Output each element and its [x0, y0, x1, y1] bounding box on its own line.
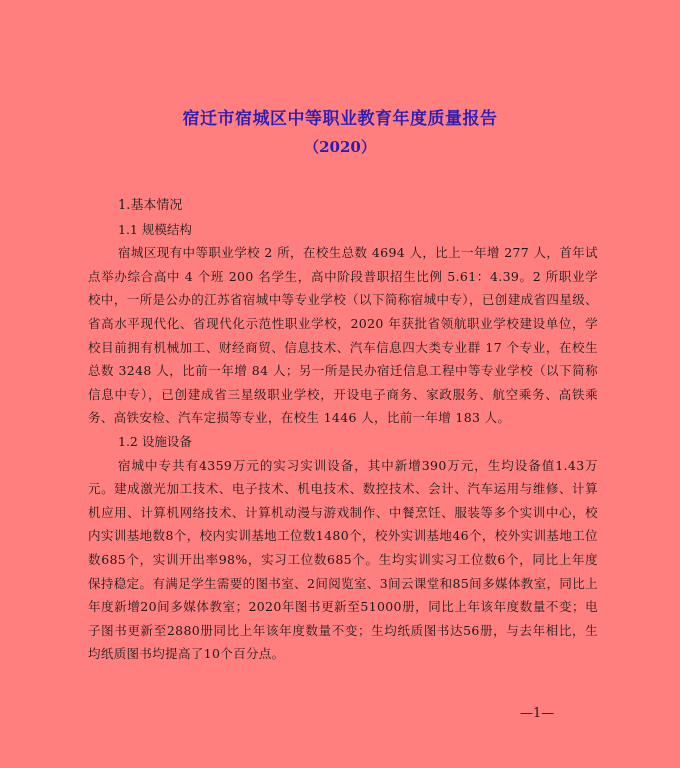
- report-body: [88, 194, 598, 666]
- paragraph-scale-structure: 宿城区现有中等职业学校 2 所，在校生总数 4694 人，比上一年增 277 人，首年试点举办综合高中 4 个班 200 名学生，高中阶段普职招生比例 5.61：4.39。2 所职业学校中，一所是公办的江苏省宿城中等专业学校（以下简称宿城中专），已创建成省四星级、省高水平现代化、省现代化示范性职业学校，2020 年获批省领航职业学校建设单位，学校目前拥有机械加工、财经商贸、信息技术、汽车信息四大类专业群 17 个专业，在校生总数 3248 人，比前一年增 84 人；另一所是民办宿迁信息工程中等专业学校（以下简称信息中专），已创建成省三星级职业学校，开设电子商务、家政服务、航空乘务、高铁乘务、高铁安检、汽车定损等专业，在校生 1446 人，比前一年增 183 人。: [88, 245, 598, 426]
- subsection-heading-facilities: 1.2 设施设备: [118, 433, 192, 449]
- report-year: （2020）: [304, 138, 376, 156]
- subsection-heading-scale: 1.1 规模结构: [118, 221, 192, 237]
- report-title: 宿迁市宿城区中等职业教育年度质量报告: [182, 109, 498, 129]
- section-heading-basic-info: 1.基本情况: [118, 198, 183, 213]
- paragraph-facilities: 宿城中专共有4359万元的实习实训设备，其中新增390万元，生均设备值1.43万元。建成激光加工技术、电子技术、机电技术、数控技术、会计、汽车运用与维修、计算机应用、计算机网络技术、计算机动漫与游戏制作、中餐烹饪、服装等多个实训中心，校内实训基地数8个，校内实训基地工位数1480个，校外实训基地46个，校外实训基地工位数685个，实训开出率98%，实习工位数685个。生均实训实习工位数6个，同比上年度保持稳定。有满足学生需要的图书室、2间阅览室、3间云课堂和85间多媒体教室，同比上年度新增20间多媒体教室；2020年图书更新至51000册，同比上年该年度数量不变；电子图书更新至2880册同比上年该年度数量不变；生均纸质图书达56册，与去年相比，生均纸质图书均提高了10个百分点。: [88, 457, 598, 662]
- page-number: —1—: [520, 706, 555, 721]
